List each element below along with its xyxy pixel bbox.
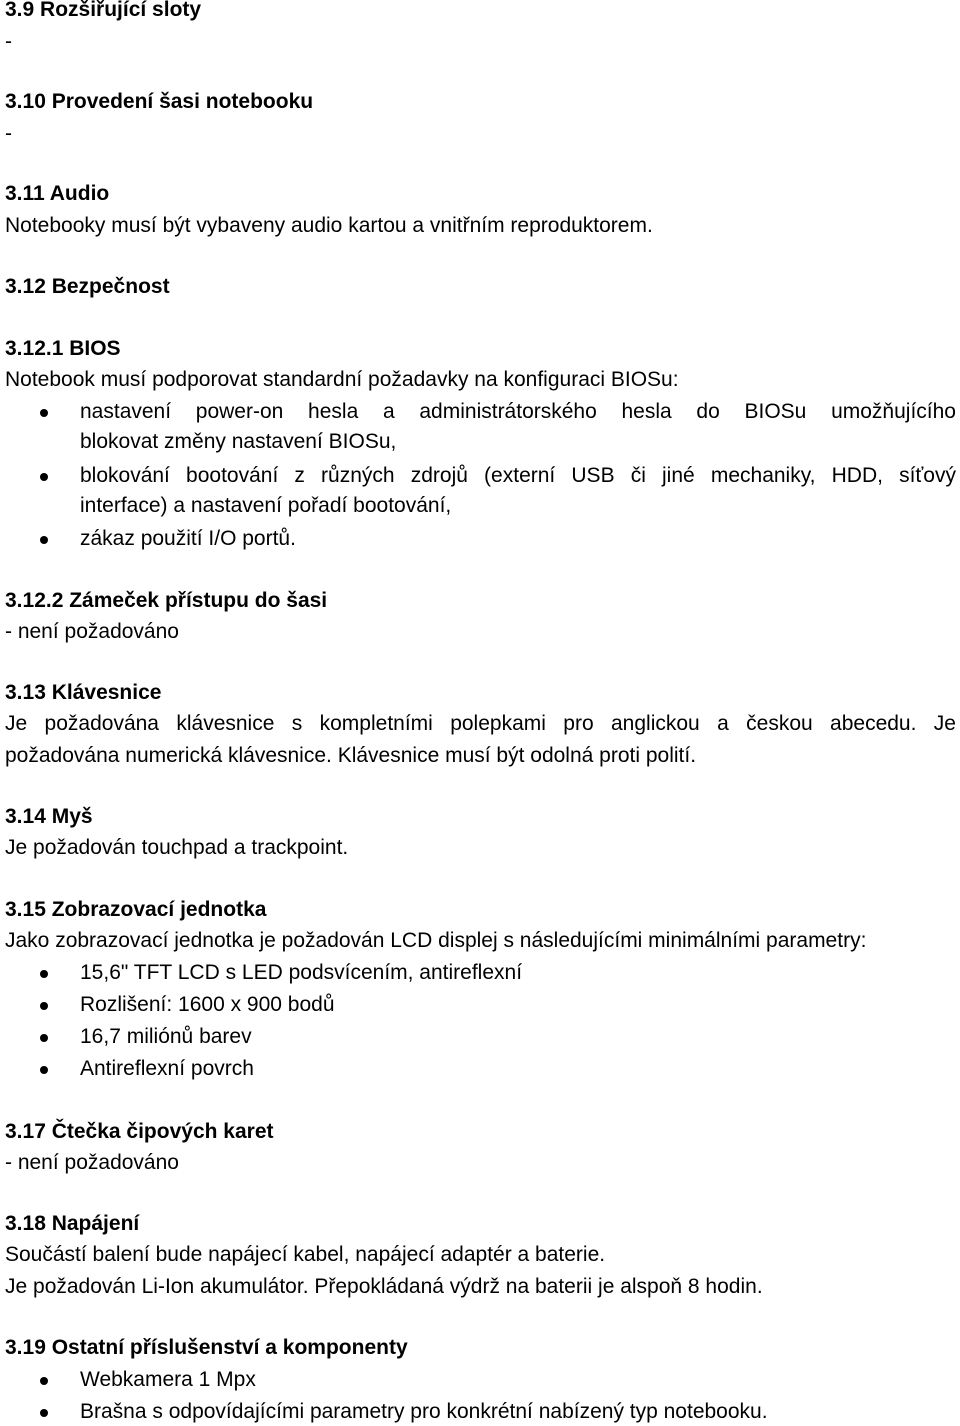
text-3-18-line2: Je požadován Li-Ion akumulátor. Přepokládaná výdrž na baterii je alspoň 8 hodin.: [5, 1275, 763, 1298]
text-3-18-line1: Součástí balení bude napájecí kabel, napájecí adaptér a baterie.: [5, 1243, 606, 1266]
heading-3-18: 3.18 Napájení: [5, 1212, 140, 1235]
heading-3-19: 3.19 Ostatní příslušenství a komponenty: [5, 1336, 408, 1359]
text-3-13-line2: požadována numerická klávesnice. Klávesnice musí být odolná proti polití.: [5, 744, 697, 767]
heading-3-12-1: 3.12.1 BIOS: [5, 337, 121, 360]
heading-3-11: 3.11 Audio: [5, 182, 110, 205]
heading-3-13: 3.13 Klávesnice: [5, 681, 162, 704]
bullet-icon: [40, 1377, 48, 1385]
bios-bullet-3: zákaz použití I/O portů.: [80, 527, 296, 550]
bullet-icon: [40, 536, 48, 544]
bullet-icon: [40, 970, 48, 978]
text-3-17: - není požadováno: [5, 1151, 179, 1174]
display-bullet-2: Rozlišení: 1600 x 900 bodů: [80, 993, 335, 1016]
display-bullet-3: 16,7 miliónů barev: [80, 1025, 252, 1048]
heading-3-15: 3.15 Zobrazovací jednotka: [5, 898, 267, 921]
bullet-icon: [40, 1002, 48, 1010]
display-bullet-4: Antireflexní povrch: [80, 1057, 254, 1080]
bullet-icon: [40, 1066, 48, 1074]
bullet-icon: [40, 1409, 48, 1417]
bios-bullet-2-line1: blokování bootování z různých zdrojů (externí USB či jiné mechaniky, HDD, síťový: [80, 464, 956, 487]
display-bullet-1: 15,6" TFT LCD s LED podsvícením, antireflexní: [80, 961, 523, 984]
bullet-icon: [40, 1034, 48, 1042]
text-3-9: -: [5, 30, 12, 53]
heading-3-9: 3.9 Rozšiřující sloty: [5, 0, 202, 21]
accessory-bullet-1: Webkamera 1 Mpx: [80, 1368, 256, 1391]
text-3-10: -: [5, 122, 12, 145]
text-3-12-2: - není požadováno: [5, 620, 179, 643]
bios-bullet-2-line2: interface) a nastavení pořadí bootování,: [80, 494, 452, 517]
heading-3-17: 3.17 Čtečka čipových karet: [5, 1120, 274, 1143]
bullet-icon: [40, 409, 48, 417]
bios-bullet-1-line1: nastavení power-on hesla a administrátorského hesla do BIOSu umožňujícího: [80, 400, 956, 423]
intro-3-12-1: Notebook musí podporovat standardní požadavky na konfiguraci BIOSu:: [5, 368, 679, 391]
intro-3-15: Jako zobrazovací jednotka je požadován LCD displej s následujícími minimálními parametry:: [5, 929, 867, 952]
bios-bullet-1-line2: blokovat změny nastavení BIOSu,: [80, 430, 397, 453]
heading-3-14: 3.14 Myš: [5, 805, 93, 828]
accessory-bullet-2: Brašna s odpovídajícími parametry pro konkrétní nabízený typ notebooku.: [80, 1400, 768, 1423]
heading-3-12: 3.12 Bezpečnost: [5, 275, 170, 298]
text-3-14: Je požadován touchpad a trackpoint.: [5, 836, 349, 859]
heading-3-10: 3.10 Provedení šasi notebooku: [5, 90, 314, 113]
text-3-13-line1: Je požadována klávesnice s kompletními polepkami pro anglickou a českou abecedu. Je: [5, 712, 956, 735]
heading-3-12-2: 3.12.2 Zámeček přístupu do šasi: [5, 589, 328, 612]
text-3-11: Notebooky musí být vybaveny audio kartou a vnitřním reproduktorem.: [5, 214, 653, 237]
bullet-icon: [40, 473, 48, 481]
